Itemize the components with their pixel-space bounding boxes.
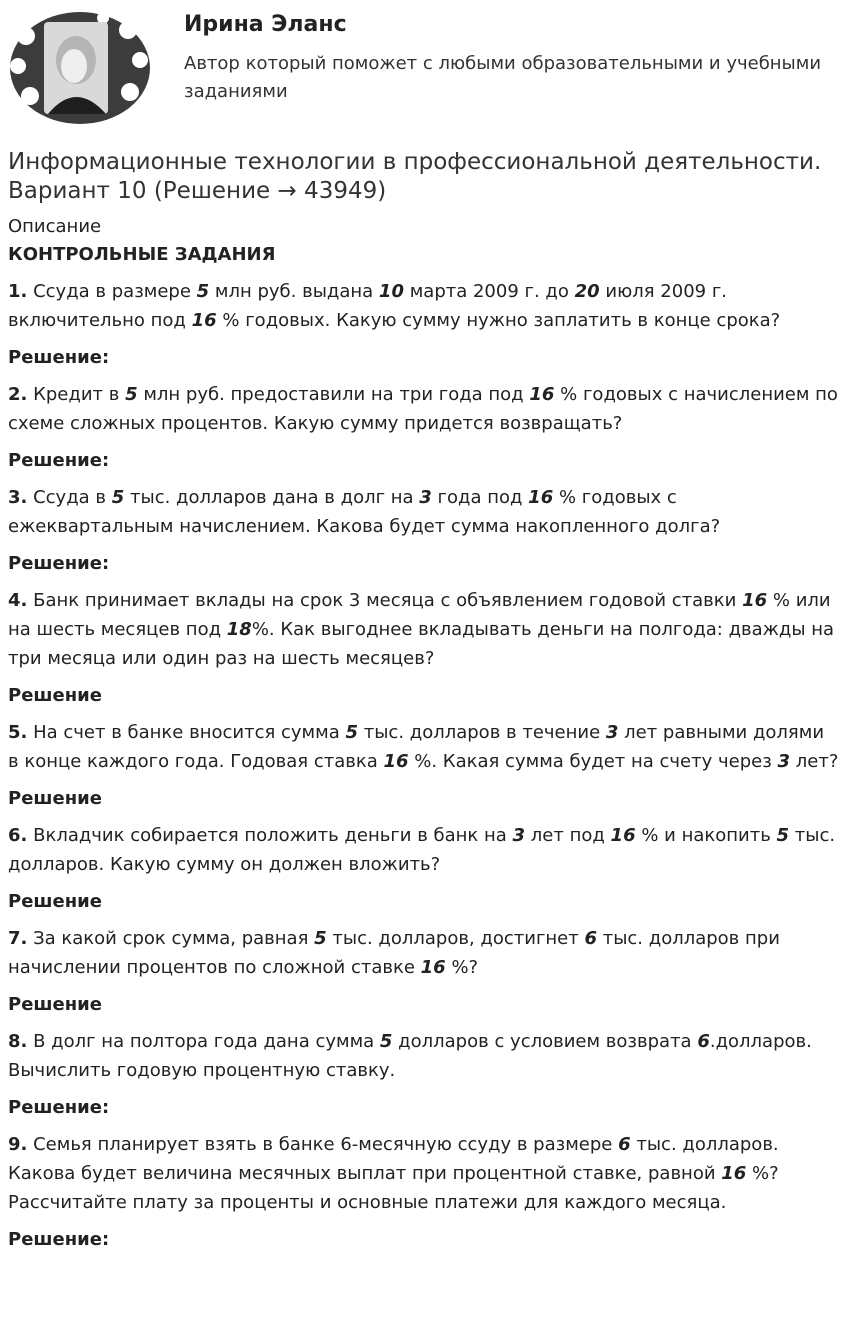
task-5: [8, 718, 840, 776]
solution-label: Решение: [8, 994, 102, 1015]
task-value: 16: [529, 384, 555, 405]
task-value: 16: [610, 825, 636, 846]
task-value: 20: [574, 281, 600, 302]
author-name: Ирина Эланс: [184, 12, 347, 37]
task-value: 10: [378, 281, 404, 302]
task-6: [8, 821, 840, 879]
task-value: 5: [111, 487, 125, 508]
task-text: %. Как выгоднее вкладывать деньги на полгода: дважды на три месяца или один раз на шесть месяцев?: [8, 619, 835, 669]
task-1: [8, 277, 840, 335]
task-text: % и накопить: [635, 825, 777, 846]
task-value: 5: [125, 384, 138, 405]
task-text: тыс. долларов в течение: [358, 722, 606, 743]
task-3: [8, 483, 840, 541]
task-value: 3: [512, 825, 526, 846]
task-value: 6: [618, 1134, 631, 1155]
task-text: июля 2009 г. включительно под: [8, 281, 727, 331]
task-value: 18: [226, 619, 252, 640]
task-text: тыс. долларов, достигнет: [326, 928, 585, 949]
task-text: млн руб. выдана: [209, 281, 379, 302]
task-value: 16: [721, 1163, 747, 1184]
task-value: 16: [191, 310, 217, 331]
task-text: % годовых с ежеквартальным начислением. Какова будет сумма накопленного долга?: [8, 487, 721, 537]
task-value: 5: [314, 928, 327, 949]
solution-label: Решение:: [8, 1229, 110, 1250]
task-list: [8, 277, 840, 1251]
task-value: 16: [528, 487, 554, 508]
task-value: 3: [419, 487, 432, 508]
task-value: 6: [697, 1031, 710, 1052]
task-text: % годовых. Какую сумму нужно заплатить в конце срока?: [216, 310, 781, 331]
task-text: лет равными долями в конце каждого года. Годовая ставка: [8, 722, 825, 772]
task-number: 8.: [8, 1031, 28, 1052]
task-value: 5: [196, 281, 210, 302]
task-7: [8, 924, 840, 982]
task-value: 3: [605, 722, 619, 743]
solution-label: Решение: [8, 685, 102, 706]
document-content: [8, 148, 840, 1251]
task-text: Ссуда в: [27, 487, 112, 508]
solution-label: Решение:: [8, 347, 110, 368]
task-text: На счет в банке вносится сумма: [27, 722, 346, 743]
solution-label: Решение:: [8, 553, 110, 574]
task-value: 16: [420, 957, 446, 978]
solution-label: Решение: [8, 788, 102, 809]
task-text: Семья планирует взять в банке 6-месячную ссуду в размере: [27, 1134, 619, 1155]
task-4: [8, 586, 840, 673]
task-text: тыс. долларов. Какую сумму он должен вложить?: [8, 825, 836, 875]
task-text: лет под: [525, 825, 611, 846]
task-number: 6.: [8, 825, 28, 846]
solution-label: Решение: [8, 891, 102, 912]
task-2: [8, 380, 840, 438]
author-description: Автор который поможет с любыми образовательными и учебными заданиями: [184, 53, 822, 102]
task-value: 5: [379, 1031, 393, 1052]
task-text: тыс. долларов. Какова будет величина месячных выплат при процентной ставке, равной: [8, 1134, 779, 1184]
task-text: .долларов. Вычислить годовую процентную ставку.: [8, 1031, 812, 1081]
task-value: 6: [584, 928, 597, 949]
task-text: %?: [445, 957, 479, 978]
author-header: [0, 0, 847, 140]
task-number: 9.: [8, 1134, 28, 1155]
task-text: В долг на полтора года дана сумма: [27, 1031, 380, 1052]
task-text: %? Рассчитайте плату за проценты и основные платежи для каждого месяца.: [8, 1163, 779, 1213]
task-number: 5.: [8, 722, 28, 743]
document-title: Информационные технологии в профессиональной деятельности. Вариант 10 (Решение → 43949): [8, 149, 822, 204]
solution-label: Решение:: [8, 1097, 110, 1118]
task-value: 5: [345, 722, 358, 743]
task-text: Банк принимает вклады на срок 3 месяца с объявлением годовой ставки: [27, 590, 743, 611]
section-title: КОНТРОЛЬНЫЕ ЗАДАНИЯ: [8, 244, 276, 265]
task-value: 5: [776, 825, 790, 846]
task-text: Вкладчик собирается положить деньги в банк на: [27, 825, 513, 846]
task-text: лет?: [790, 751, 839, 772]
task-text: года под: [431, 487, 529, 508]
task-text: Кредит в: [27, 384, 126, 405]
task-text: млн руб. предоставили на три года под: [137, 384, 530, 405]
task-text: долларов с условием возврата: [392, 1031, 698, 1052]
task-text: марта 2009 г. до: [403, 281, 575, 302]
task-8: [8, 1027, 840, 1085]
task-text: % годовых с начислением по схеме сложных процентов. Какую сумму придется возвращать?: [8, 384, 838, 434]
task-text: Ссуда в размере: [27, 281, 197, 302]
task-text: % или на шесть месяцев под: [8, 590, 831, 640]
task-text: %. Какая сумма будет на счету через: [408, 751, 778, 772]
description-label: Описание: [8, 216, 102, 237]
task-text: За какой срок сумма, равная: [27, 928, 315, 949]
task-number: 3.: [8, 487, 28, 508]
task-9: [8, 1130, 840, 1217]
solution-label: Решение:: [8, 450, 110, 471]
task-text: тыс. долларов дана в долг на: [124, 487, 420, 508]
task-value: 3: [777, 751, 791, 772]
author-avatar: [8, 8, 152, 126]
task-value: 16: [383, 751, 409, 772]
task-text: тыс. долларов при начислении процентов по сложной ставке: [8, 928, 780, 978]
task-number: 2.: [8, 384, 28, 405]
task-value: 16: [742, 590, 768, 611]
task-number: 7.: [8, 928, 28, 949]
task-number: 1.: [8, 281, 28, 302]
task-number: 4.: [8, 590, 28, 611]
